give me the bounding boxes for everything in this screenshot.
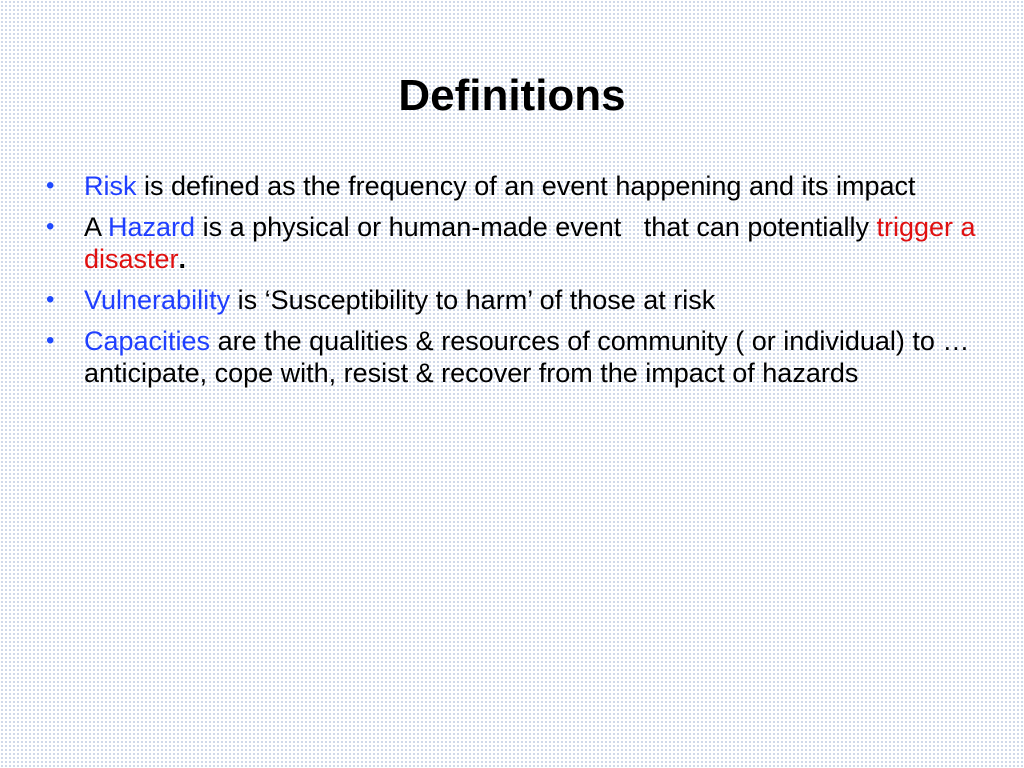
bullet-dot-icon: • — [46, 327, 55, 354]
definition-suffix: . — [178, 244, 187, 274]
definition-text: are the qualities & resources of community ( or individual) to … anticipate, cope with, resist & recover from the impact of hazards — [84, 326, 970, 388]
slide-title: Definitions — [398, 71, 626, 120]
bullet-dot-icon: • — [46, 213, 55, 240]
term-capacities: Capacities — [84, 326, 211, 356]
definitions-list — [46, 170, 996, 398]
highlight-trigger-disaster: trigger a disaster — [84, 212, 976, 274]
bullet-dot-icon: • — [46, 286, 55, 313]
list-item-vulnerability — [46, 284, 996, 316]
list-item-capacities — [46, 325, 996, 389]
term-risk: Risk — [84, 171, 137, 201]
definition-text: is a physical or human-made event that can potentially — [195, 212, 877, 242]
bullet-dot-icon: • — [46, 172, 55, 199]
list-item-risk — [46, 170, 996, 202]
definition-text: is defined as the frequency of an event happening and its impact — [136, 171, 916, 201]
list-item-hazard — [46, 211, 996, 275]
definition-text: is ‘Susceptibility to harm’ of those at risk — [230, 285, 716, 315]
term-hazard: Hazard — [108, 212, 196, 242]
definition-prefix: A — [84, 212, 109, 242]
term-vulnerability: Vulnerability — [84, 285, 231, 315]
